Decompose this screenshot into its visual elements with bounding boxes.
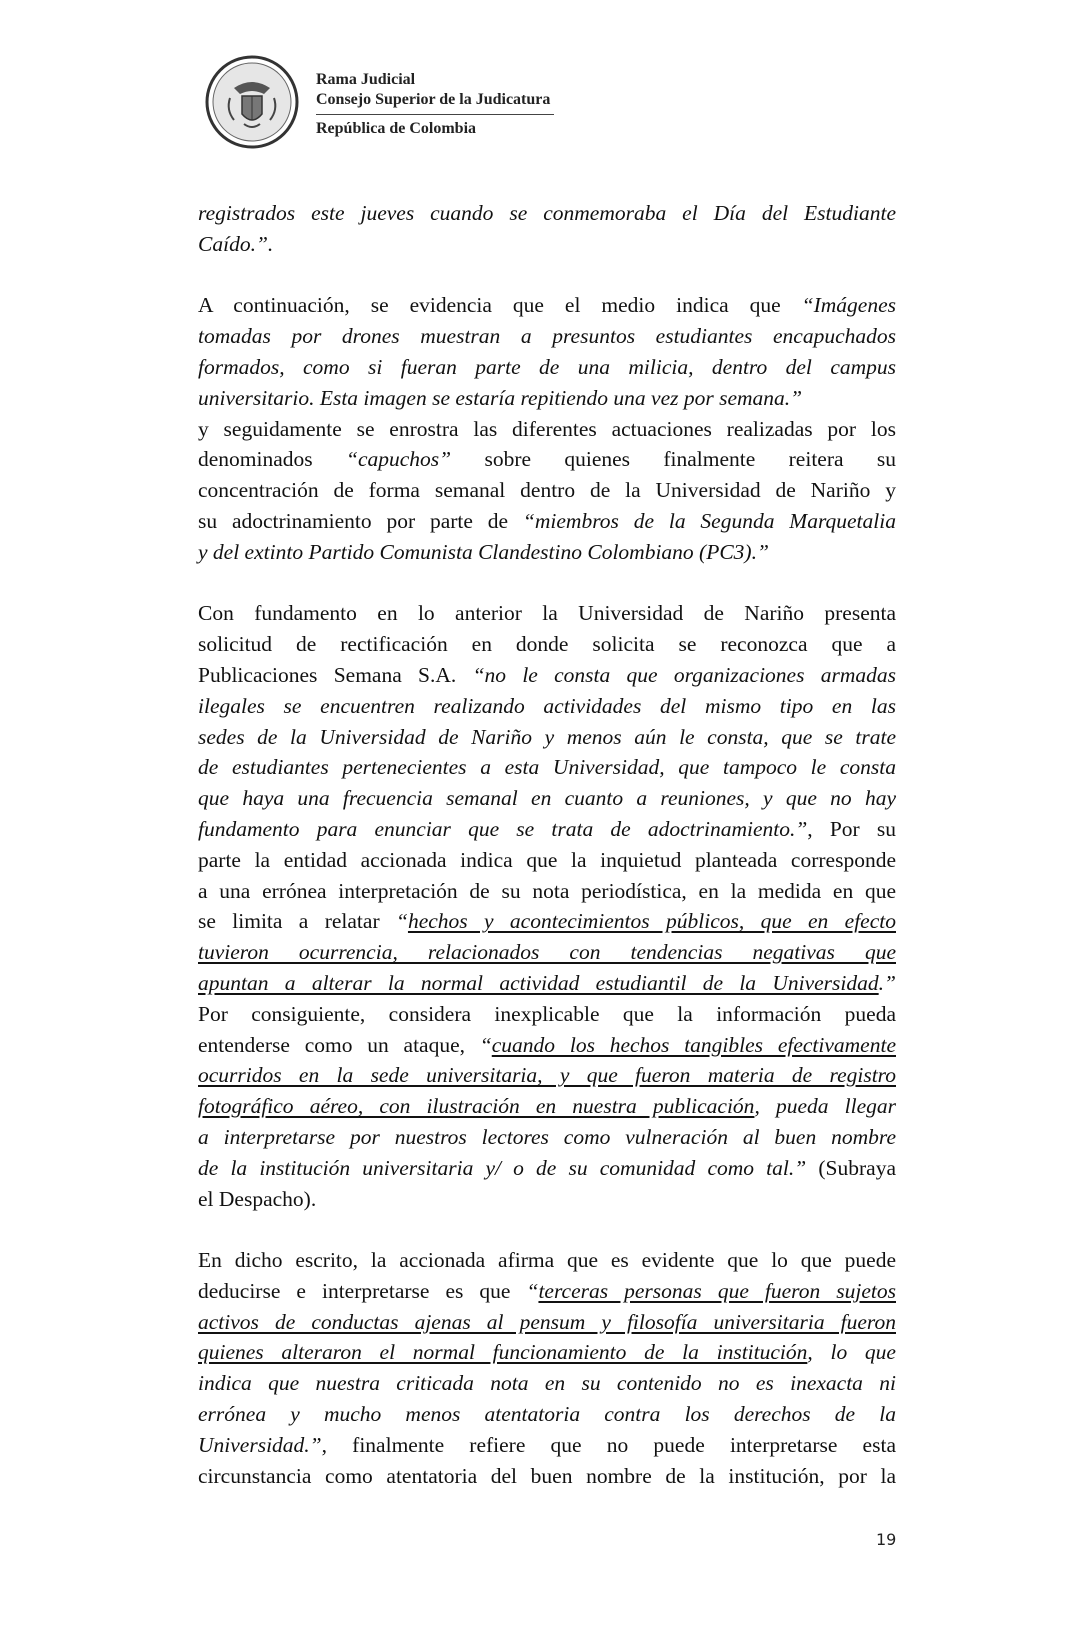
text-line: ilegales se encuentren realizando actividades del mismo tipo en las (198, 693, 896, 718)
text-line: a una errónea interpretación de su nota periodística, en la medida en que (198, 878, 896, 903)
text-line: sedes de la Universidad de Nariño y menos aún le consta, que se trate (198, 724, 896, 749)
text-line: errónea y mucho menos atentatoria contra los derechos de la (198, 1402, 896, 1427)
text-line: y del extinto Partido Comunista Clandestino Colombiano (PC3).” (198, 539, 769, 564)
text-line: entenderse como un ataque, “cuando los hechos tangibles efectivamente (198, 1032, 896, 1057)
letterhead (204, 52, 584, 152)
text-line: que haya una frecuencia semanal en cuanto a reuniones, y que no hay (198, 786, 896, 811)
org-name-line1: Rama Judicial (316, 71, 416, 88)
text-line: solicitud de rectificación en donde solicita se reconozca que a (198, 632, 896, 657)
text-line: tuvieron ocurrencia, relacionados con tendencias negativas que (198, 940, 896, 965)
text-line: ocurridos en la sede universitaria, y que fueron materia de registro (198, 1063, 896, 1088)
text-line: fundamento para enunciar que se trata de adoctrinamiento.”, Por su (198, 816, 897, 841)
org-name-line3: República de Colombia (316, 120, 477, 137)
text-line: apuntan a alterar la normal actividad estudiantil de la Universidad.” (198, 970, 896, 995)
text-line: universitario. Esta imagen se estaría repitiendo una vez por semana.” (198, 385, 803, 410)
text-line: Universidad.”, finalmente refiere que no puede interpretarse esta (198, 1432, 896, 1457)
text-line: quienes alteraron el normal funcionamiento de la institución, lo que (198, 1340, 896, 1365)
text-line: indica que nuestra criticada nota en su contenido no es inexacta ni (198, 1371, 896, 1396)
text-line: deducirse e interpretarse es que “terceras personas que fueron sujetos (198, 1278, 896, 1303)
text-line: fotográfico aéreo, con ilustración en nuestra publicación, pueda llegar (198, 1094, 896, 1119)
text-line: circunstancia como atentatoria del buen nombre de la institución, por la (198, 1463, 896, 1488)
letterhead-divider (316, 114, 554, 115)
text-line: A continuación, se evidencia que el medio indica que “Imágenes (198, 293, 896, 318)
text-line: concentración de forma semanal dentro de la Universidad de Nariño y (198, 478, 896, 503)
text-line: tomadas por drones muestran a presuntos estudiantes encapuchados (198, 324, 896, 349)
text-line: a interpretarse por nuestros lectores como vulneración al buen nombre (198, 1124, 896, 1149)
text-line: denominados “capuchos” sobre quienes finalmente reitera su (198, 447, 896, 472)
letterhead-text (316, 70, 554, 139)
text-line: En dicho escrito, la accionada afirma que es evidente que lo que puede (198, 1248, 896, 1273)
text-line: formados, como si fueran parte de una milicia, dentro del campus (198, 354, 896, 379)
colombia-coat-of-arms-seal-icon (204, 54, 300, 150)
text-line: el Despacho). (198, 1186, 317, 1211)
document-body (198, 198, 896, 1491)
org-name-line2: Consejo Superior de la Judicatura (316, 91, 551, 108)
page-number: 19 (876, 1530, 897, 1549)
text-line: se limita a relatar “hechos y acontecimientos públicos, que en efecto (198, 909, 896, 934)
text-line: Caído.”. (198, 231, 274, 256)
text-line: Publicaciones Semana S.A. “no le consta que organizaciones armadas (198, 662, 896, 687)
text-line: registrados este jueves cuando se conmemoraba el Día del Estudiante (198, 201, 896, 225)
text-line: parte la entidad accionada indica que la inquietud planteada corresponde (198, 847, 896, 872)
text-line: Con fundamento en lo anterior la Universidad de Nariño presenta (198, 601, 896, 626)
text-line: activos de conductas ajenas al pensum y filosofía universitaria fueron (198, 1309, 896, 1334)
text-line: su adoctrinamiento por parte de “miembros de la Segunda Marquetalia (198, 508, 896, 533)
text-line: de estudiantes pertenecientes a esta Universidad, que tampoco le consta (198, 755, 896, 780)
text-line: Por consiguiente, considera inexplicable que la información pueda (198, 1001, 896, 1026)
text-line: de la institución universitaria y/ o de su comunidad como tal.” (Subraya (198, 1155, 896, 1180)
text-line: y seguidamente se enrostra las diferentes actuaciones realizadas por los (198, 416, 896, 441)
